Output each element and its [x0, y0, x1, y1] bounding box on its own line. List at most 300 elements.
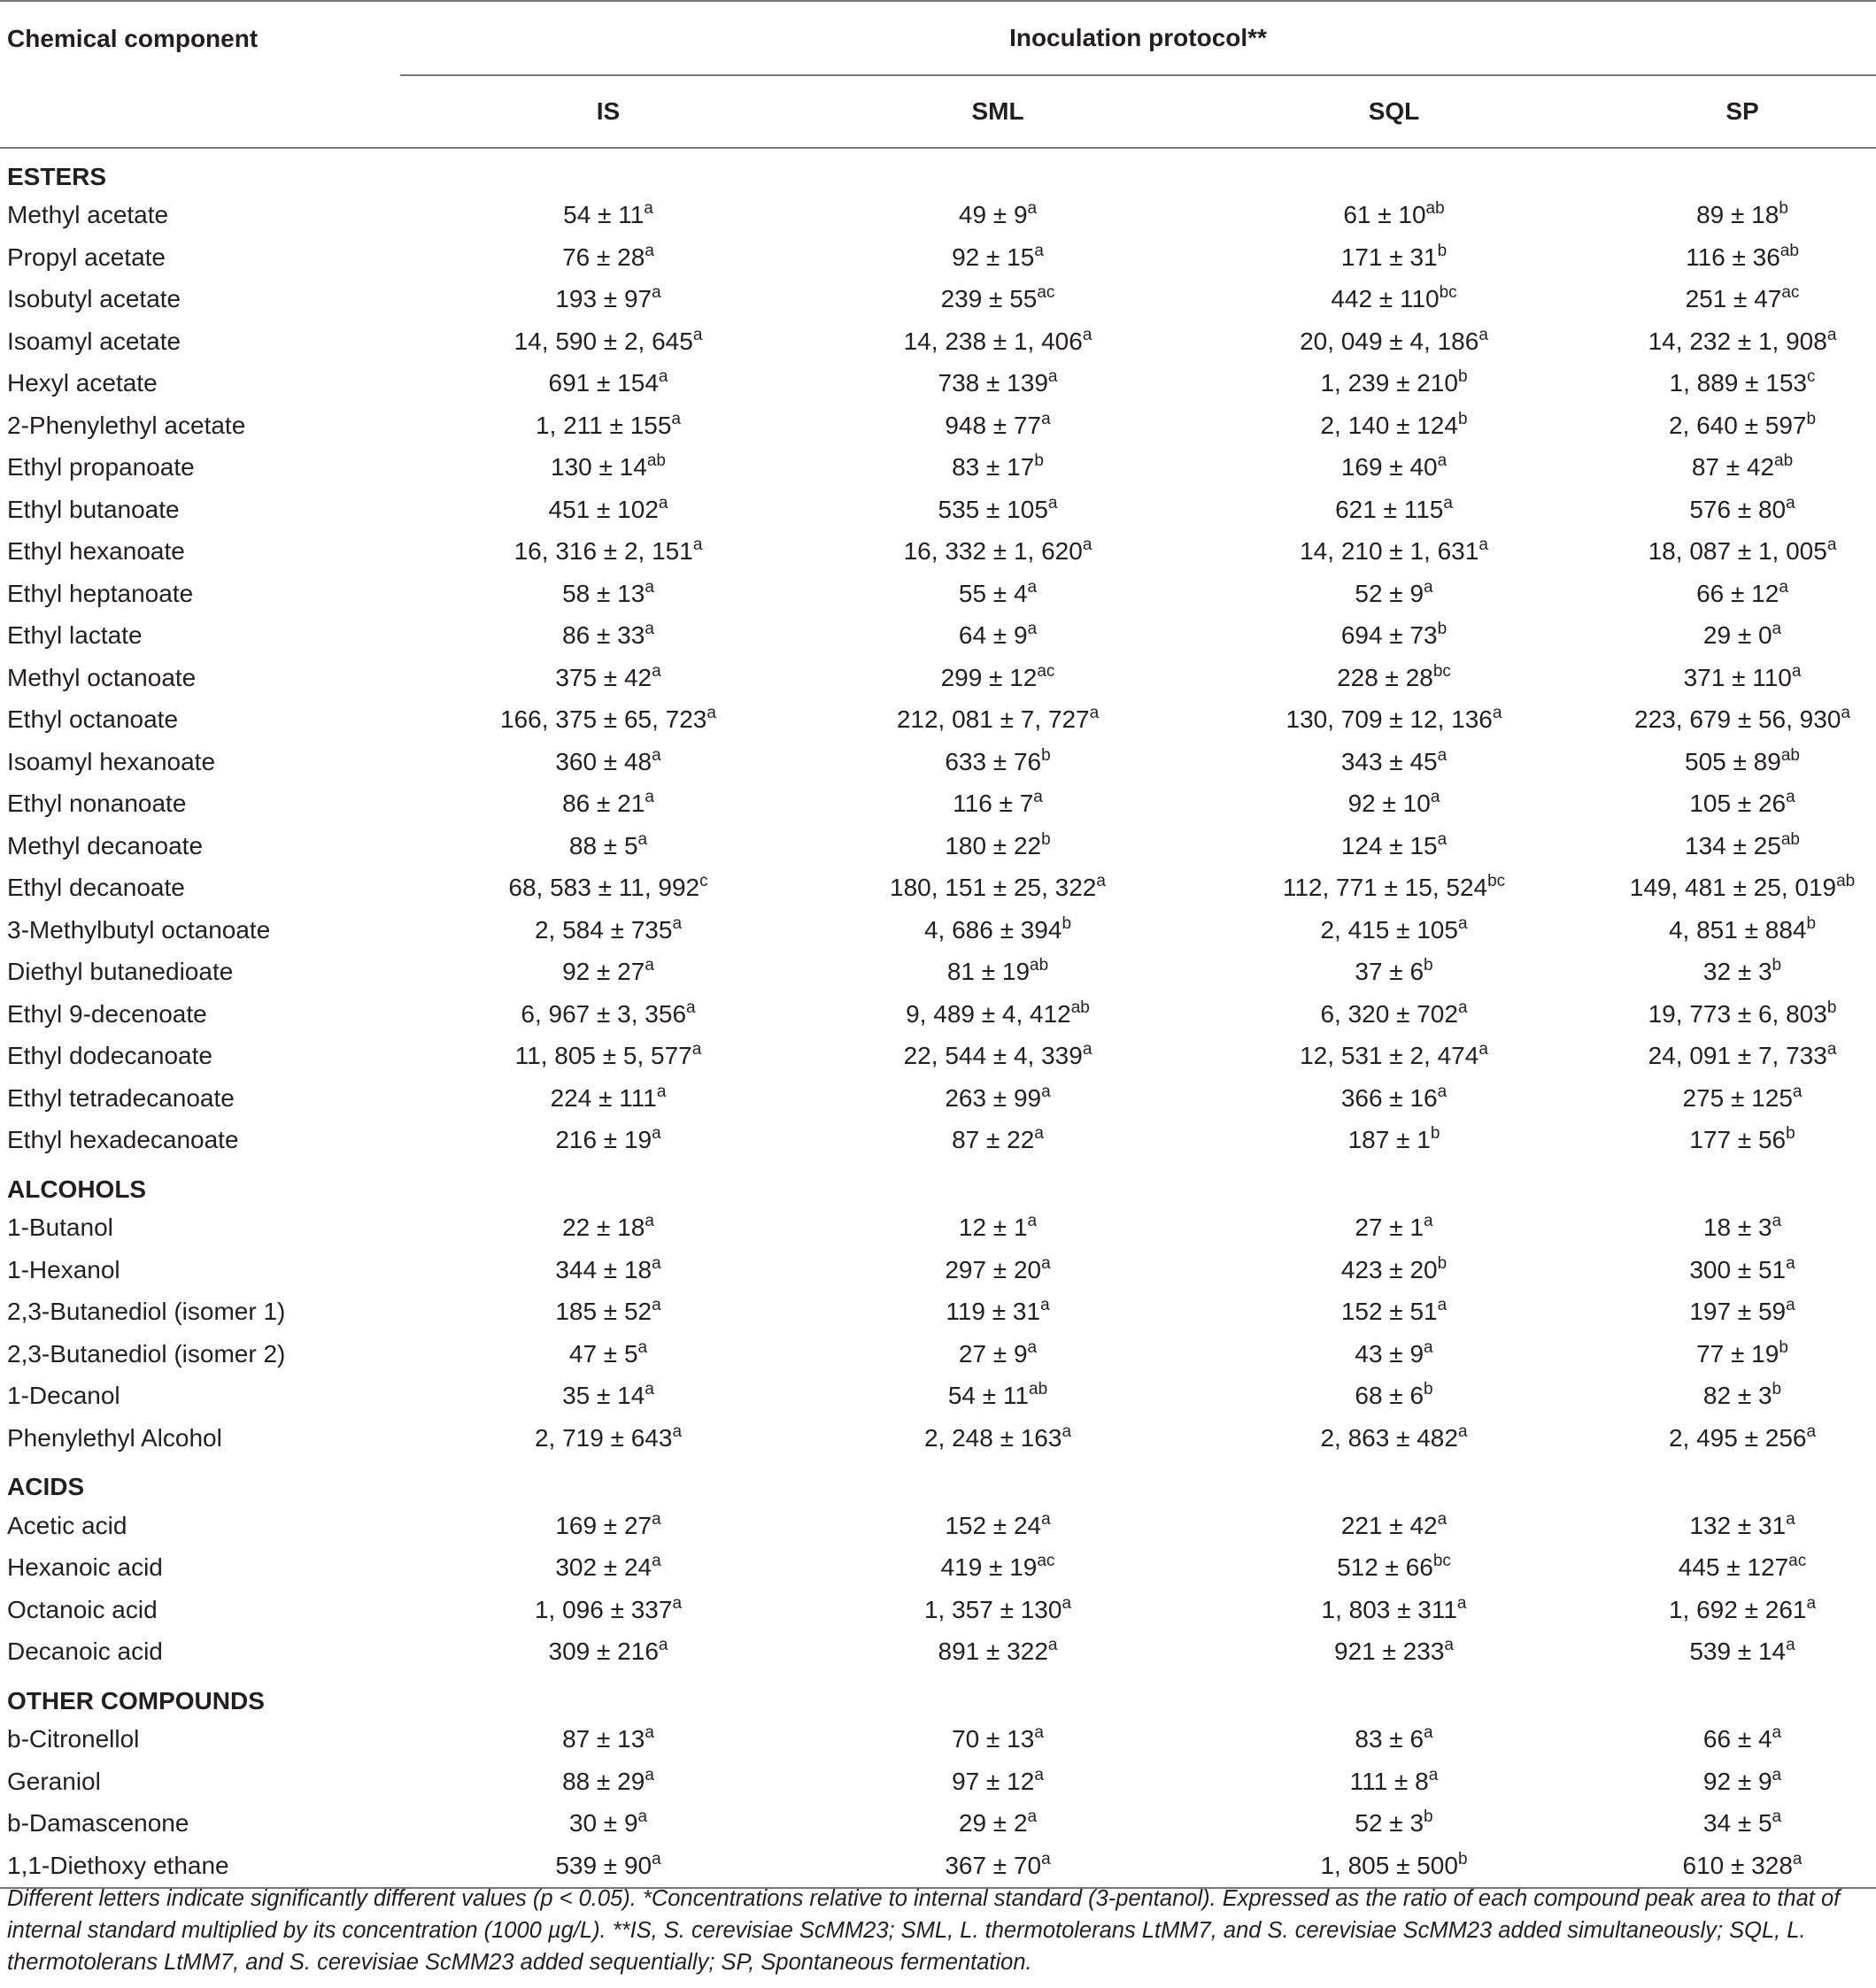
significance-letter: ab: [646, 451, 666, 471]
value-cell: [816, 1249, 1179, 1291]
mean-sd-value: 2, 248 ± 163: [923, 1423, 1062, 1452]
compound-name: Hexanoic acid: [7, 1553, 163, 1582]
significance-letter: ac: [1037, 1552, 1055, 1571]
compound-name: Ethyl heptanoate: [7, 579, 194, 607]
value-cell: [400, 909, 816, 952]
mean-sd-value: 37 ± 6: [1355, 958, 1424, 986]
significance-letter: a: [1437, 1296, 1448, 1315]
value-cell: [816, 825, 1179, 867]
mean-sd-value: 70 ± 13: [952, 1725, 1035, 1753]
mean-sd-value: 55 ± 4: [958, 579, 1028, 607]
significance-letter: a: [671, 409, 681, 428]
table-row: [0, 1375, 1876, 1418]
significance-letter: b: [1457, 367, 1468, 387]
value-cell: [1609, 405, 1876, 447]
value-cell: [816, 657, 1179, 699]
value-cell: [1609, 1589, 1876, 1631]
significance-letter: a: [1424, 1212, 1433, 1231]
significance-letter: a: [1478, 536, 1488, 555]
value-cell: [1609, 1631, 1876, 1674]
mean-sd-value: 14, 232 ± 1, 908: [1648, 327, 1827, 355]
table-row: [0, 1036, 1876, 1078]
value-cell: [816, 279, 1179, 321]
mean-sd-value: 149, 481 ± 25, 019: [1629, 874, 1837, 902]
mean-sd-value: 97 ± 12: [952, 1767, 1035, 1795]
section-title: ESTERS: [7, 162, 107, 190]
mean-sd-value: 212, 081 ± 7, 727: [896, 705, 1090, 734]
significance-letter: c: [1807, 367, 1816, 387]
value-cell: [400, 1249, 816, 1291]
significance-letter: a: [1786, 788, 1795, 807]
mean-sd-value: 1, 211 ± 155: [536, 411, 672, 439]
value-cell: [816, 1589, 1179, 1631]
table-row: [0, 699, 1876, 742]
mean-sd-value: 61 ± 10: [1343, 201, 1426, 229]
mean-sd-value: 193 ± 97: [555, 285, 652, 313]
mean-sd-value: 621 ± 115: [1335, 495, 1444, 523]
mean-sd-value: 1, 805 ± 500: [1320, 1851, 1458, 1879]
significance-letter: a: [652, 1849, 661, 1869]
significance-letter: a: [645, 1212, 654, 1231]
mean-sd-value: 29 ± 2: [958, 1809, 1028, 1838]
value-cell: [1179, 867, 1609, 910]
mean-sd-value: 228 ± 28: [1337, 663, 1433, 691]
significance-letter: a: [1062, 1593, 1072, 1613]
value-cell: [816, 1547, 1179, 1590]
value-cell: [816, 783, 1179, 826]
table-row: [0, 1417, 1876, 1460]
significance-letter: a: [645, 1723, 654, 1743]
significance-letter: a: [1424, 577, 1433, 597]
significance-letter: a: [1430, 788, 1440, 807]
significance-letter: a: [692, 536, 703, 555]
significance-letter: a: [1806, 1593, 1817, 1613]
significance-letter: b: [1772, 956, 1782, 975]
table-row: [0, 489, 1876, 531]
significance-letter: a: [1492, 704, 1502, 723]
mean-sd-value: 92 ± 9: [1702, 1767, 1772, 1795]
mean-sd-value: 92 ± 27: [562, 958, 645, 986]
mean-sd-value: 344 ± 18: [555, 1255, 652, 1283]
value-cell: [400, 1077, 816, 1120]
mean-sd-value: 134 ± 25: [1685, 831, 1781, 859]
significance-letter: ab: [1780, 745, 1800, 765]
compound-name: 1-Decanol: [7, 1382, 120, 1410]
value-cell: [816, 405, 1179, 447]
value-cell: [400, 1036, 816, 1078]
value-cell: [816, 1291, 1179, 1334]
value-cell: [1609, 1291, 1876, 1334]
significance-letter: a: [656, 1082, 667, 1101]
significance-letter: a: [645, 241, 654, 260]
mean-sd-value: 22 ± 18: [562, 1214, 645, 1242]
significance-letter: b: [1457, 1849, 1468, 1869]
value-cell: [816, 867, 1179, 910]
mean-sd-value: 177 ± 56: [1689, 1126, 1787, 1154]
significance-letter: a: [1082, 1040, 1092, 1059]
header-row-primary: [0, 1, 1876, 75]
mean-sd-value: 891 ± 322: [938, 1637, 1048, 1666]
mean-sd-value: 54 ± 11: [563, 201, 645, 229]
mean-sd-value: 87 ± 22: [952, 1126, 1035, 1154]
compound-name: Ethyl octanoate: [7, 705, 179, 734]
significance-letter: ab: [1836, 872, 1856, 891]
mean-sd-value: 442 ± 110: [1331, 285, 1440, 313]
mean-sd-value: 18, 087 ± 1, 005: [1648, 537, 1827, 566]
mean-sd-value: 76 ± 28: [562, 243, 645, 271]
mean-sd-value: 86 ± 33: [562, 621, 645, 650]
significance-letter: bc: [1432, 1552, 1451, 1571]
value-cell: [1609, 993, 1876, 1036]
mean-sd-value: 360 ± 48: [555, 747, 652, 775]
mean-sd-value: 633 ± 76: [945, 747, 1042, 775]
mean-sd-value: 738 ± 139: [938, 369, 1048, 397]
compound-name: b-Damascenone: [7, 1809, 189, 1838]
mean-sd-value: 948 ± 77: [945, 411, 1042, 439]
mean-sd-value: 1, 803 ± 311: [1321, 1595, 1457, 1623]
significance-letter: a: [652, 1509, 661, 1529]
mean-sd-value: 9, 489 ± 4, 412: [906, 999, 1071, 1028]
compound-name: Isobutyl acetate: [7, 285, 181, 313]
value-cell: [1609, 1761, 1876, 1803]
value-cell: [400, 783, 816, 826]
significance-letter: bc: [1432, 661, 1451, 681]
mean-sd-value: 111 ± 8: [1349, 1767, 1429, 1795]
value-cell: [1609, 1719, 1876, 1761]
significance-letter: b: [1806, 409, 1817, 428]
significance-letter: ab: [1425, 199, 1445, 219]
mean-sd-value: 275 ± 125: [1682, 1083, 1793, 1112]
significance-letter: b: [1806, 913, 1817, 933]
mean-sd-value: 16, 332 ± 1, 620: [903, 537, 1083, 566]
significance-letter: b: [1424, 956, 1433, 975]
mean-sd-value: 187 ± 1: [1347, 1126, 1431, 1154]
significance-letter: a: [1437, 745, 1448, 765]
value-cell: [400, 405, 816, 447]
value-cell: [1179, 1375, 1609, 1418]
significance-letter: a: [1027, 1337, 1038, 1357]
significance-letter: b: [1437, 241, 1448, 260]
mean-sd-value: 505 ± 89: [1685, 747, 1781, 775]
value-cell: [400, 1120, 816, 1162]
significance-letter: a: [1041, 1849, 1051, 1869]
section-row: [0, 148, 1876, 195]
value-cell: [400, 1417, 816, 1460]
value-cell: [816, 1719, 1179, 1761]
mean-sd-value: 152 ± 51: [1340, 1298, 1438, 1326]
value-cell: [1609, 447, 1876, 489]
mean-sd-value: 87 ± 42: [1691, 453, 1775, 482]
compound-name: Propyl acetate: [7, 243, 166, 271]
mean-sd-value: 124 ± 15: [1340, 831, 1438, 859]
mean-sd-value: 2, 640 ± 597: [1668, 411, 1807, 439]
significance-letter: a: [1792, 1082, 1803, 1101]
significance-letter: a: [1772, 620, 1782, 639]
mean-sd-value: 610 ± 328: [1682, 1851, 1793, 1879]
mean-sd-value: 1, 239 ± 210: [1320, 369, 1458, 397]
significance-letter: a: [1772, 1807, 1782, 1827]
significance-letter: a: [1428, 1765, 1439, 1784]
significance-letter: a: [652, 283, 661, 303]
table-row: [0, 825, 1876, 867]
significance-letter: a: [1033, 788, 1043, 807]
significance-letter: a: [652, 1253, 661, 1273]
significance-letter: a: [1841, 704, 1850, 723]
significance-letter: a: [1027, 620, 1038, 639]
value-cell: [1609, 657, 1876, 699]
significance-letter: a: [652, 1124, 661, 1144]
mean-sd-value: 22, 544 ± 4, 339: [903, 1042, 1083, 1070]
significance-letter: ab: [1780, 829, 1800, 849]
mean-sd-value: 297 ± 20: [945, 1255, 1042, 1283]
significance-letter: a: [652, 1552, 661, 1571]
mean-sd-value: 2, 719 ± 643: [534, 1423, 673, 1452]
value-cell: [400, 195, 816, 237]
section-row: [0, 1460, 1876, 1506]
table-row: [0, 615, 1876, 658]
significance-letter: a: [1041, 409, 1051, 428]
table-row: [0, 909, 1876, 952]
mean-sd-value: 300 ± 51: [1689, 1255, 1787, 1283]
mean-sd-value: 216 ± 19: [555, 1126, 652, 1154]
mean-sd-value: 691 ± 154: [548, 369, 659, 397]
significance-letter: a: [1792, 1849, 1803, 1869]
value-cell: [400, 1719, 816, 1761]
mean-sd-value: 367 ± 70: [945, 1851, 1042, 1879]
header-row-columns: [0, 75, 1876, 148]
value-cell: [1609, 1375, 1876, 1418]
significance-letter: a: [645, 1765, 654, 1784]
value-cell: [400, 1207, 816, 1250]
table-row: [0, 1207, 1876, 1250]
significance-letter: a: [652, 745, 661, 765]
compound-name: Hexyl acetate: [7, 369, 158, 397]
compound-name: Methyl octanoate: [7, 663, 197, 691]
compound-name: 3-Methylbutyl octanoate: [7, 915, 271, 944]
table-row: [0, 320, 1876, 363]
significance-letter: a: [1027, 1212, 1038, 1231]
value-cell: [1179, 1547, 1609, 1590]
significance-letter: a: [1456, 1593, 1467, 1613]
compound-name: Isoamyl hexanoate: [7, 747, 216, 775]
mean-sd-value: 58 ± 13: [562, 579, 645, 607]
value-cell: [816, 615, 1179, 658]
mean-sd-value: 116 ± 7: [953, 790, 1034, 818]
value-cell: [400, 447, 816, 489]
value-cell: [1179, 236, 1609, 279]
significance-letter: ab: [1029, 1380, 1048, 1399]
mean-sd-value: 14, 238 ± 1, 406: [903, 327, 1083, 355]
value-cell: [1609, 952, 1876, 994]
value-cell: [1609, 236, 1876, 279]
mean-sd-value: 83 ± 17: [952, 453, 1035, 482]
mean-sd-value: 239 ± 55: [940, 285, 1038, 313]
mean-sd-value: 1, 096 ± 337: [534, 1595, 673, 1623]
significance-letter: a: [1040, 1296, 1050, 1315]
significance-letter: a: [1786, 1509, 1795, 1529]
significance-letter: a: [1478, 1040, 1488, 1059]
significance-letter: a: [1478, 325, 1488, 344]
compound-name: Isoamyl acetate: [7, 327, 181, 355]
mean-sd-value: 535 ± 105: [938, 495, 1048, 523]
significance-letter: b: [1424, 1807, 1433, 1827]
significance-letter: a: [1424, 1723, 1433, 1743]
table-row: [0, 741, 1876, 783]
value-cell: [1609, 1036, 1876, 1078]
value-cell: [400, 531, 816, 574]
table-row: [0, 1333, 1876, 1375]
significance-letter: a: [637, 829, 648, 849]
value-cell: [1609, 867, 1876, 910]
significance-letter: a: [672, 1593, 683, 1613]
significance-letter: a: [1437, 1509, 1448, 1529]
compound-name: Acetic acid: [7, 1511, 127, 1539]
compound-name: 2,3-Butanediol (isomer 2): [7, 1339, 286, 1368]
significance-letter: b: [1457, 409, 1468, 428]
significance-letter: b: [1062, 913, 1072, 933]
significance-letter: b: [1786, 1124, 1795, 1144]
table-row: [0, 447, 1876, 489]
significance-letter: a: [1772, 1765, 1782, 1784]
header-inoculation-protocol: Inoculation protocol**: [400, 1, 1876, 75]
table-row: [0, 783, 1876, 826]
value-cell: [816, 1631, 1179, 1674]
mean-sd-value: 47 ± 5: [568, 1339, 638, 1368]
mean-sd-value: 29 ± 0: [1702, 621, 1772, 650]
mean-sd-value: 171 ± 31: [1340, 243, 1438, 271]
value-cell: [400, 657, 816, 699]
compound-name: Ethyl butanoate: [7, 495, 180, 523]
mean-sd-value: 14, 590 ± 2, 645: [513, 327, 693, 355]
mean-sd-value: 299 ± 12: [940, 663, 1038, 691]
compound-name: 1-Hexanol: [7, 1255, 120, 1283]
value-cell: [400, 1761, 816, 1803]
value-cell: [816, 320, 1179, 363]
value-cell: [1179, 1333, 1609, 1375]
value-cell: [1179, 1249, 1609, 1291]
mean-sd-value: 12, 531 ± 2, 474: [1300, 1042, 1479, 1070]
mean-sd-value: 82 ± 3: [1702, 1382, 1772, 1410]
value-cell: [816, 1120, 1179, 1162]
value-cell: [400, 993, 816, 1036]
header-spacer: [0, 75, 400, 148]
value-cell: [400, 1375, 816, 1418]
value-cell: [400, 1547, 816, 1590]
mean-sd-value: 66 ± 4: [1702, 1725, 1772, 1753]
value-cell: [1179, 363, 1609, 405]
value-cell: [1179, 1631, 1609, 1674]
significance-letter: a: [1437, 829, 1448, 849]
compound-name: Methyl acetate: [7, 201, 169, 229]
significance-letter: a: [644, 199, 653, 219]
significance-letter: a: [1826, 1040, 1837, 1059]
value-cell: [1179, 573, 1609, 615]
significance-letter: a: [658, 493, 668, 512]
mean-sd-value: 112, 771 ± 15, 524: [1282, 874, 1488, 902]
mean-sd-value: 87 ± 13: [562, 1725, 645, 1753]
compound-name: Decanoic acid: [7, 1637, 163, 1666]
value-cell: [400, 867, 816, 910]
mean-sd-value: 52 ± 9: [1355, 579, 1424, 607]
significance-letter: a: [1034, 1765, 1044, 1784]
significance-letter: a: [1047, 493, 1058, 512]
mean-sd-value: 105 ± 26: [1689, 790, 1787, 818]
compound-name: Phenylethyl Alcohol: [7, 1423, 222, 1452]
value-cell: [1179, 1845, 1609, 1888]
value-cell: [1609, 1077, 1876, 1120]
value-cell: [400, 363, 816, 405]
value-cell: [1179, 1036, 1609, 1078]
significance-letter: a: [1786, 1296, 1795, 1315]
compound-name: Ethyl propanoate: [7, 453, 195, 482]
mean-sd-value: 86 ± 21: [562, 790, 645, 818]
mean-sd-value: 34 ± 5: [1702, 1809, 1772, 1838]
value-cell: [1179, 993, 1609, 1036]
significance-letter: a: [658, 1636, 668, 1655]
table-row: [0, 236, 1876, 279]
value-cell: [400, 615, 816, 658]
value-cell: [1179, 1120, 1609, 1162]
significance-letter: a: [1786, 493, 1795, 512]
value-cell: [816, 489, 1179, 531]
value-cell: [1609, 489, 1876, 531]
value-cell: [1179, 1505, 1609, 1547]
significance-letter: a: [1027, 199, 1038, 219]
significance-letter: a: [1027, 1807, 1038, 1827]
value-cell: [1179, 1417, 1609, 1460]
table-footnote: Different letters indicate significantly different values (p < 0.05). *Concentrations relative to internal standard (3-pentanol). Expressed as the ratio of each compound peak area to that of internal standard multiplied by its concentration (1000 µg/L). **IS, S. cerevisiae ScMM23; SML, L. thermotolerans LtMM7, and S. cerevisiae ScMM23 added simultaneously; SQL, L. thermotolerans LtMM7, and S. cerevisiae ScMM23 added sequentially; SP, Spontaneous fermentation.: [7, 1886, 1841, 1975]
significance-letter: ac: [1037, 661, 1055, 681]
mean-sd-value: 54 ± 11: [947, 1382, 1029, 1410]
value-cell: [1609, 1207, 1876, 1250]
mean-sd-value: 88 ± 5: [568, 831, 638, 859]
mean-sd-value: 130, 709 ± 12, 136: [1285, 705, 1493, 734]
significance-letter: a: [1047, 1636, 1058, 1655]
mean-sd-value: 2, 140 ± 124: [1320, 411, 1458, 439]
significance-letter: a: [706, 704, 716, 723]
value-cell: [1179, 1207, 1609, 1250]
value-cell: [816, 741, 1179, 783]
mean-sd-value: 2, 584 ± 735: [534, 915, 673, 944]
significance-letter: a: [1034, 241, 1044, 260]
header-col-sql: SQL: [1179, 75, 1609, 148]
significance-letter: a: [1041, 1509, 1051, 1529]
value-cell: [400, 1333, 816, 1375]
compound-name: Ethyl hexadecanoate: [7, 1126, 239, 1154]
value-cell: [1179, 1291, 1609, 1334]
mean-sd-value: 4, 686 ± 394: [923, 915, 1062, 944]
table-row: [0, 1077, 1876, 1120]
significance-letter: ab: [1779, 241, 1799, 260]
mean-sd-value: 11, 805 ± 5, 577: [514, 1042, 692, 1070]
value-cell: [400, 699, 816, 742]
value-cell: [400, 1291, 816, 1334]
table-row: [0, 952, 1876, 994]
table-row: [0, 1719, 1876, 1761]
value-cell: [816, 195, 1179, 237]
table-row: [0, 1845, 1876, 1888]
significance-letter: a: [637, 1337, 648, 1357]
section-row: [0, 1161, 1876, 1207]
significance-letter: b: [1779, 1337, 1788, 1357]
value-cell: [1609, 531, 1876, 574]
mean-sd-value: 68, 583 ± 11, 992: [508, 874, 700, 902]
mean-sd-value: 2, 415 ± 105: [1320, 915, 1458, 944]
header-chemical-component: Chemical component: [0, 1, 400, 75]
significance-letter: a: [1096, 872, 1106, 891]
value-cell: [1609, 363, 1876, 405]
mean-sd-value: 371 ± 110: [1683, 663, 1792, 691]
